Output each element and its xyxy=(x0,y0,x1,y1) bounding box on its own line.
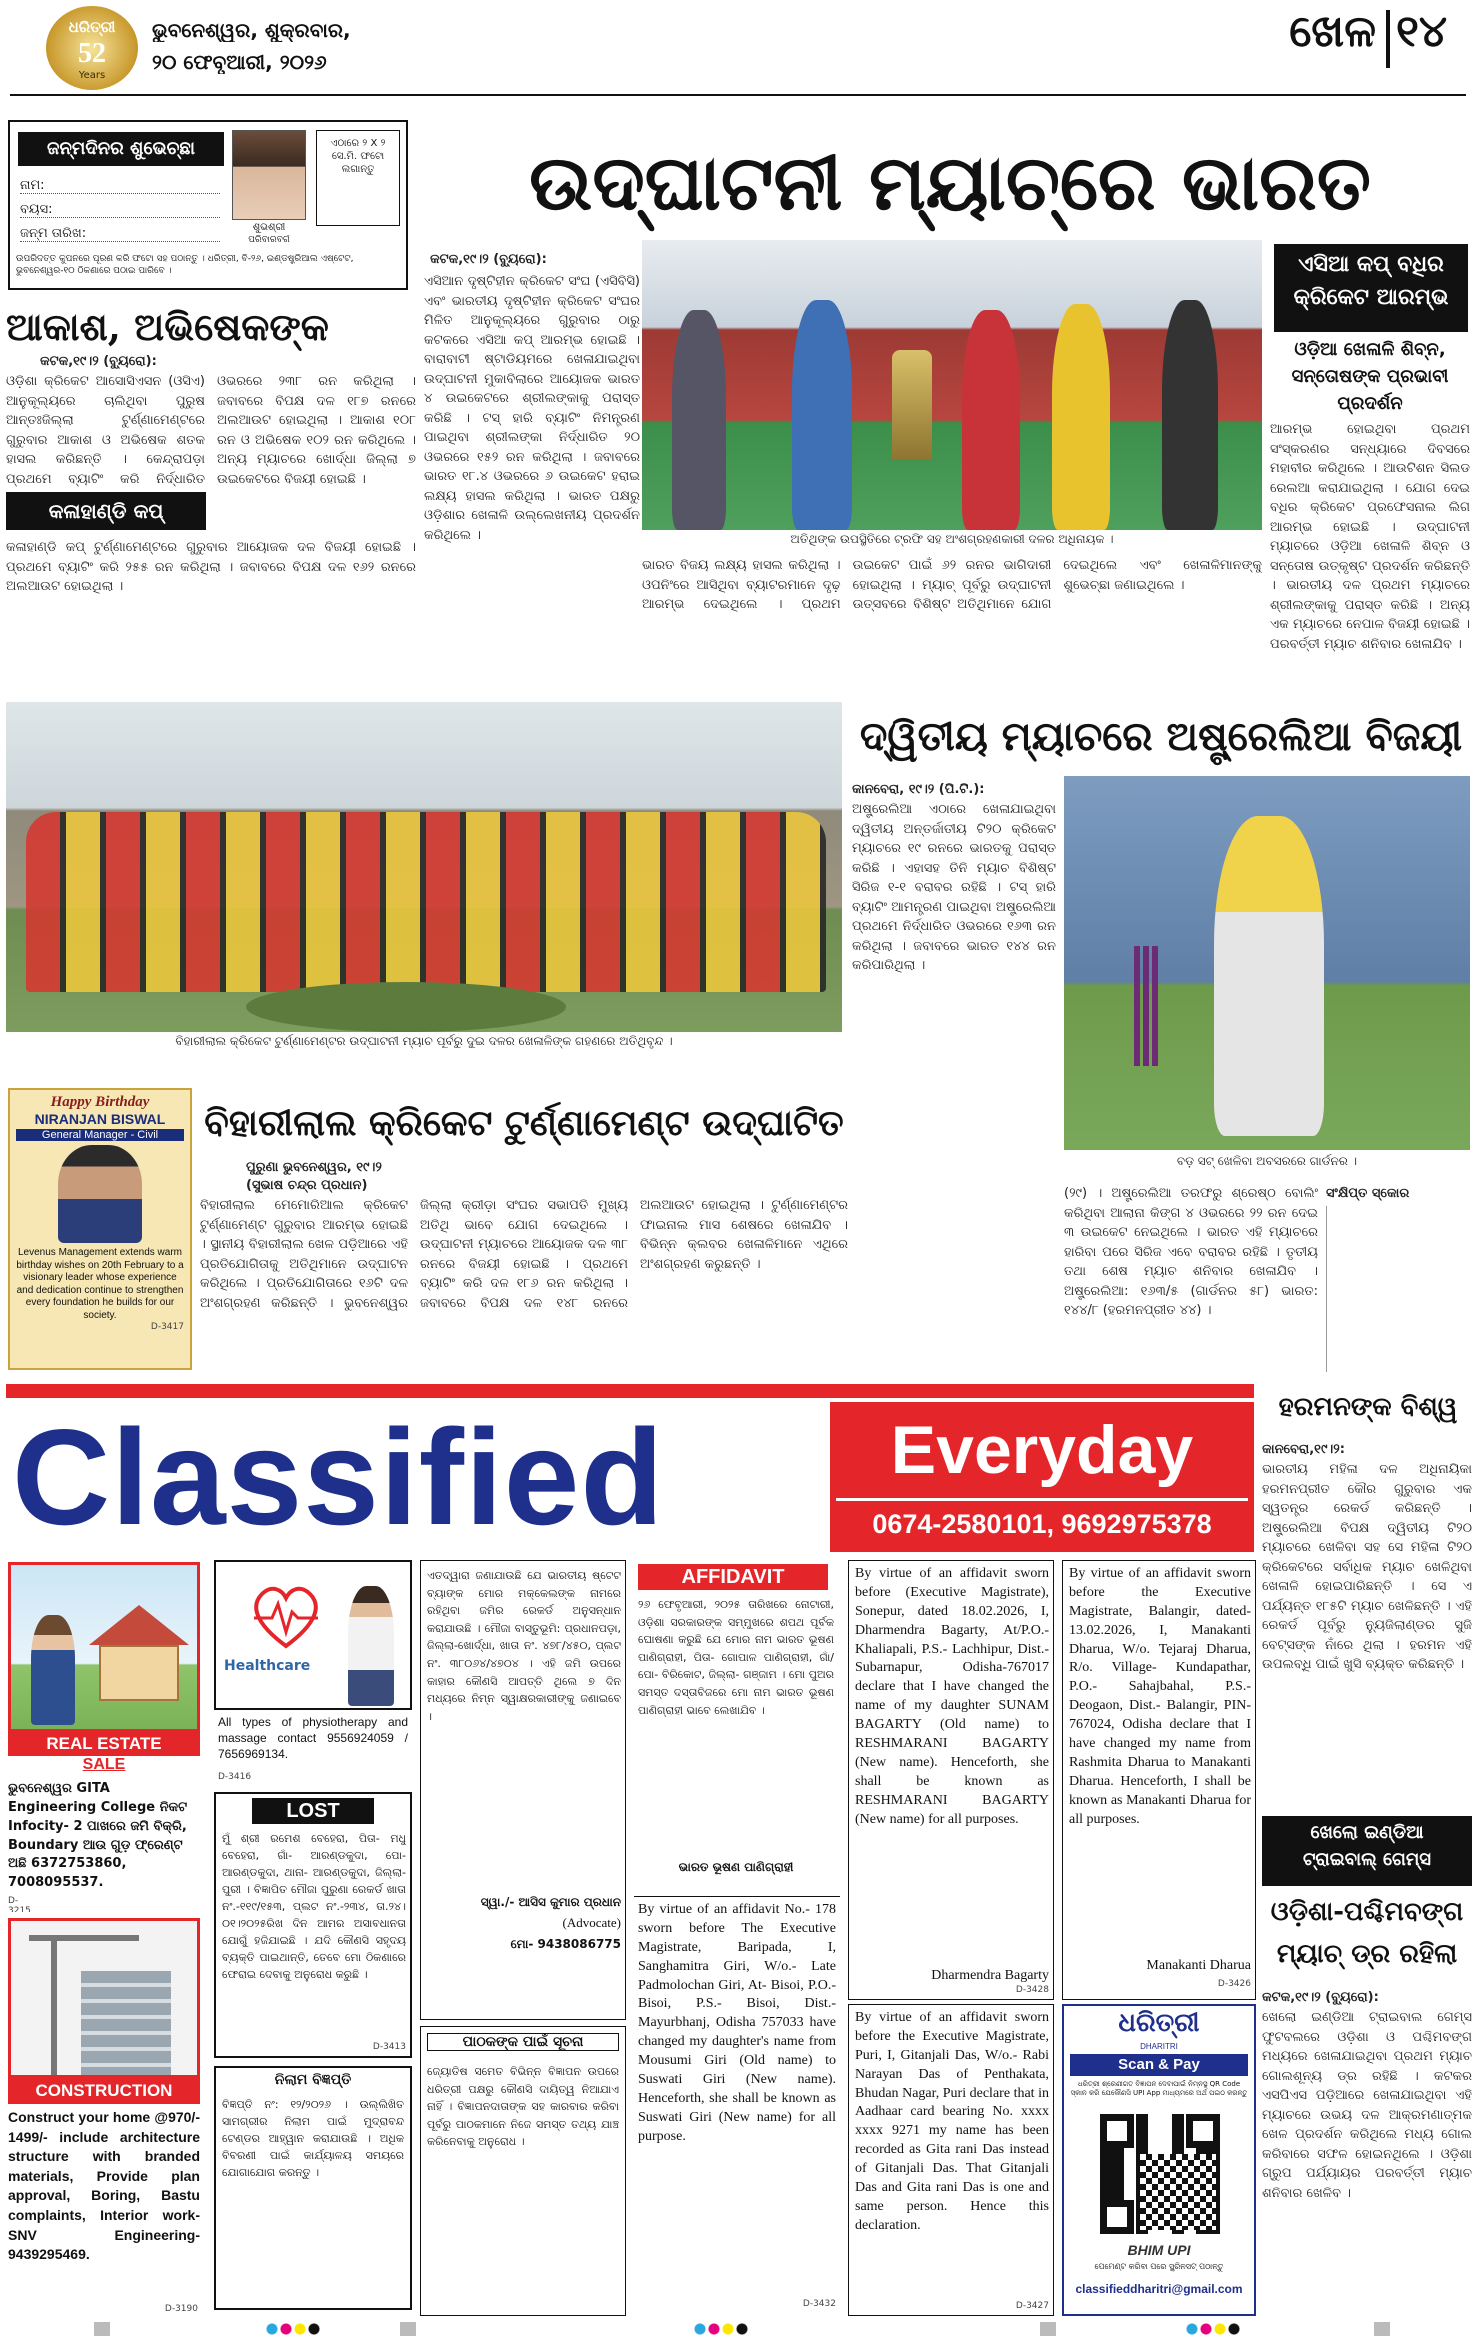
construction-tag: CONSTRUCTION xyxy=(8,2078,200,2104)
legal-notice-mobile: ମୋ- 9438086775 xyxy=(510,1937,621,1951)
stumps xyxy=(1134,946,1158,1066)
australia-scorecard-title: ସଂକ୍ଷିପ୍ତ ସ୍କୋର xyxy=(1326,1186,1410,1201)
bihari-dateline-1: ପୁରୁଣା ଭୁବନେଶ୍ୱର, ୧୯।୨ xyxy=(246,1160,382,1175)
legal-notice-body: ଏତଦ୍ୱାରା ଜଣାଯାଉଛି ଯେ ଭାରତୀୟ ଷ୍ଟେଟ ବ୍ୟାଙ୍କ ମୋର ମକ୍କେଲଙ୍କ ନାମରେ ରହିଥିବା ଜମିର ରେକର୍ଡ ଅନୁସନ୍ଧାନ କରାଯାଉଛି । ମୌଜା ବାସ୍ତୁଭୂମି: ପ୍ରଧାନପଡ଼ା, ଜିଲ୍ଲା-ଖୋର୍ଦ୍ଧା, ଖାତା ନଂ. ୪୭୮/୪୫୦, ପ୍ଲଟ ନଂ. ୩୮୦୬୪/୪୭୦୪ । ଏହି ଜମି ଉପରେ କାହାର କୌଣସି ଆପତ୍ତି ଥିଲେ ୭ ଦିନ ମଧ୍ୟରେ ନିମ୍ନ ସ୍ୱାକ୍ଷରକାରୀଙ୍କୁ ଜଣାଇବେ । xyxy=(427,1569,621,1723)
tender-title: ନିଲାମ ବିଜ୍ଞପ୍ତି xyxy=(274,2072,352,2088)
scan-pay-title: Scan & Pay xyxy=(1070,2054,1248,2076)
australia-dateline: କାନବେରା, ୧୯।୨ (ପି.ଟି.): xyxy=(852,782,985,797)
players-row xyxy=(26,812,826,992)
lost-body: ମୁଁ ଶ୍ରୀ ରମେଶ ବେହେରା, ପିତା- ମଧୁ ବେହେରା, ଗାଁ- ଆରଣ୍ଡକୁଦା, ପୋ- ଆରଣ୍ଡକୁଦା, ଥାନା- ଆରଣ୍ଡକୁଦା, ଜିଲ୍ଲା-ପୁରୀ । ବିଜ୍ଞାପିତ ମୌଜା ପୁରୁଣା ରେକର୍ଡ ଖାତା ନଂ.-୧୧୯/୧୫୩, ପ୍ଲଟ ନଂ.-୨୩୪, ତା.୨୪।୦୧।୨୦୨୫ରିଖ ଦିନ ଆମର ଅସାବଧାନତା ଯୋଗୁଁ ହଜିଯାଇଛି । ଯଦି କୌଣସି ସହୃଦୟ ବ୍ୟକ୍ତି ପାଇଥାନ୍ତି, ତେବେ ମୋ ଠିକଣାରେ ଫେରାଇ ଦେବାକୁ ଅନୁରୋଧ କରୁଛି । xyxy=(222,1832,406,1982)
real-estate-body: ଭୁବନେଶ୍ୱର GITA Engineering College ନିକଟ Infocity- 2 ପାଖରେ ଜମି ବିକ୍ରି, Boundary ଆଉ ଗୁଡ଼ ଫ୍ରେଣ୍ଟ ଅଛି 6372753860, 7008095537. xyxy=(8,1781,188,1891)
bihari-dateline-2: (ସୁଭାଷ ଚନ୍ଦ୍ର ପ୍ରଧାନ) xyxy=(246,1178,368,1193)
birthday-coupon xyxy=(8,120,408,290)
anniversary-logo xyxy=(46,6,138,90)
birthday-ad-heading: Happy Birthday xyxy=(50,1094,150,1110)
affidavit-gitanjali-code: D-3427 xyxy=(1015,2301,1049,2311)
real-estate-image xyxy=(8,1562,200,1732)
khelo-tag-line2: ଟ୍ରାଇବାଲ୍ ଗେମ୍ସ xyxy=(1302,1849,1432,1870)
coupon-footer: ଉପରିଦତ୍ତ କୁପନରେ ପୂରଣ କରି ଫଟୋ ସହ ପଠାନ୍ତୁ । ଧରିତ୍ରୀ, ବି-୨୬, ଇଣ୍ଡଷ୍ଟ୍ରିଆଲ ଏଷ୍ଟେଟ, ଭୁବନେଶ୍ୱର-୧୦ ଠିକଣାରେ ପଠାଇ ପାରିବେ । xyxy=(16,254,354,276)
everyday-word: Everyday xyxy=(890,1412,1194,1488)
bihari-body: ବିହାରୀଲାଲ ମେମୋରିଆଲ କ୍ରିକେଟ ଟୁର୍ଣ୍ଣାମେଣ୍ଟ ଗୁରୁବାର ଆରମ୍ଭ ହୋଇଛି । ସ୍ଥାନୀୟ ବିହାରୀଲାଲ ଖେଳ ପଡ଼ିଆରେ ଏହି ପ୍ରତିଯୋଗିତାକୁ ଅତିଥିମାନେ ଉଦ୍‌ଘାଟନ କରିଥିଲେ । ପ୍ରତିଯୋଗିତାରେ ୧୬ଟି ଦଳ ଅଂଶଗ୍ରହଣ କରିଛନ୍ତି । ଭୁବନେଶ୍ୱର ଜିଲ୍ଲା କ୍ରୀଡ଼ା ସଂଘର ସଭାପତି ମୁଖ୍ୟ ଅତିଥି ଭାବେ ଯୋଗ ଦେଇଥିଲେ । ଉଦ୍‌ଘାଟନୀ ମ୍ୟାଚରେ ଆୟୋଜକ ଦଳ ୩୮ ରନରେ ବିଜୟୀ ହୋଇଛି । ପ୍ରଥମେ ବ୍ୟାଟିଂ କରି ଦଳ ୧୮୬ ରନ କରିଥିଲା । ଜବାବରେ ବିପକ୍ଷ ଦଳ ୧୪୮ ରନରେ ଅଲଆଉଟ ହୋଇଥିଲା । ଟୁର୍ଣ୍ଣାମେଣ୍ଟର ଫାଇନାଲ ମାସ ଶେଷରେ ଖେଳାଯିବ । ବିଭିନ୍ନ କ୍ଲବର ଖେଳାଳିମାନେ ଏଥିରେ ଅଂଶଗ୍ରହଣ କରୁଛନ୍ତି । xyxy=(200,1198,848,1311)
lost-tag: LOST xyxy=(252,1798,374,1824)
harman-headline: ହରମନଙ୍କ ବିଶ୍ୱ xyxy=(1278,1392,1458,1422)
scan-pay-ad xyxy=(1062,2004,1256,2316)
main-photo-caption: ଅତିଥିଙ୍କ ଉପସ୍ଥିତିରେ ଟ୍ରଫି ସହ ଅଂଶଗ୍ରହଣକାରୀ ଦଳର ଅଧିନାୟକ । xyxy=(790,532,1114,546)
house-roof xyxy=(89,1605,189,1645)
batter-figure xyxy=(1214,816,1324,1136)
lost-ad xyxy=(214,1792,412,2058)
player-figure xyxy=(792,300,852,530)
affidavit-sunam-ad xyxy=(848,1560,1054,2000)
doctor-figure xyxy=(348,1586,394,1706)
centuries-body: ଓଡ଼ିଶା କ୍ରିକେଟ ଆସୋସିଏସନ (ଓସିଏ) ଆନୁକୂଲ୍ୟରେ ଚାଲିଥିବା ପୁରୁଷ ଆନ୍ତଃଜିଲ୍ଲା ଟୁର୍ଣ୍ଣାମେଣ୍ଟରେ ଗୁରୁବାର ଆକାଶ ଓ ଅଭିଷେକ ଶତକ ହାସଲ କରିଛନ୍ତି । କେନ୍ଦ୍ରାପଡ଼ା ପ୍ରଥମେ ବ୍ୟାଟିଂ କରି ନିର୍ଦ୍ଧାରିତ ଓଭରରେ ୨୩୮ ରନ କରିଥିଲା । ଜବାବରେ ବିପକ୍ଷ ଦଳ ୧୮୭ ରନରେ ଅଲଆଉଟ ହୋଇଥିଲା । ଆକାଶ ୧୦୮ ରନ ଓ ଅଭିଷେକ ୧୦୨ ରନ କରିଥିଲେ । ଅନ୍ୟ ମ୍ୟାଚରେ ଖୋର୍ଦ୍ଧା ଜିଲ୍ଲା ୭ ଉଇକେଟରେ ବିଜୟୀ ହୋଇଛି । xyxy=(6,374,416,487)
guest-figure xyxy=(1162,300,1218,530)
agent-figure xyxy=(31,1615,75,1725)
centuries-headline: ଆକାଶ, ଅଭିଷେକଙ୍କ xyxy=(6,304,329,349)
coupon-age-field: ବୟସ: xyxy=(20,202,220,218)
player-figure xyxy=(1052,304,1110,530)
asia-cup-subhead-line2: ସନ୍ତୋଷଙ୍କ ପ୍ରଭାବୀ ପ୍ରଦର୍ଶନ xyxy=(1291,366,1449,414)
cricket-pitch xyxy=(246,982,566,1032)
coupon-dob-field: ଜନ୍ମ ତାରିଖ: xyxy=(20,226,220,242)
tender-body: ବିଜ୍ଞପ୍ତି ନଂ: ୧୨/୨୦୨୬ । ଉଲ୍ଲିଖିତ ସାମଗ୍ରୀର ନିଲାମ ପାଇଁ ମୁଦ୍ରାବନ୍ଦ ଟେଣ୍ଡର ଆହ୍ୱାନ କରାଯାଉଛି । ଅଧିକ ବିବରଣୀ ପାଇଁ କାର୍ଯ୍ୟାଳୟ ସମୟରେ ଯୋଗାଯୋଗ କରନ୍ତୁ । xyxy=(222,2098,404,2180)
lost-code: D-3413 xyxy=(372,2042,406,2052)
affidavit-suswati-body: By virtue of an affidavit No.- 178 sworn before The Executive Magistrate, Baripada, I, Sanghamitra Giri, W/o.- Late Padmolochan Giri, At- Bisoi, P.O.- Bisoi, P.S.- Bisoi, Dist.- Mayurbhanj, Odisha 757033 have changed my daughter's name from Mousumi Giri (Old name) to Suswati Giri (New name). Henceforth, she shall be known as Suswati Giri (New name) for all purpose. xyxy=(638,1902,836,2144)
australia-body2: (୨୯) । ଅଷ୍ଟ୍ରେଲିଆ ତରଫରୁ ଶ୍ରେଷ୍ଠ ବୋଲିଂ କରିଥିବା ଆଲାନା କିଙ୍ଗ ୪ ଓଭରରେ ୨୨ ରନ ଦେଇ ୩ ଉଇକେଟ ନେଇଥିଲେ । ଭାରତ ଏହି ମ୍ୟାଚରେ ହାରିବା ପରେ ସିରିଜ ଏବେ ବରାବର ରହିଛି । ତୃତୀୟ ତଥା ଶେଷ ମ୍ୟାଚ ଶନିବାର ଖେଳାଯିବ । ଅଷ୍ଟ୍ରେଲିଆ: ୧୬୩/୫ (ଗାର୍ଡନର ୫୮) ଭାରତ: ୧୪୪/୮ (ହରମନପ୍ରୀତ ୪୪) । xyxy=(1064,1186,1318,1318)
birthday-ad-message: Levenus Management extends warm birthday wishes on 20th February to a visionary leader whose experience and dedication continue to strengthen every foundation he builds for our society. xyxy=(16,1247,184,1321)
construction-code: D-3190 xyxy=(164,2304,198,2314)
readers-notice-title: ପାଠକଙ୍କ ପାଇଁ ସୂଚନା xyxy=(427,2033,619,2051)
qr-code[interactable] xyxy=(1100,2114,1220,2234)
coupon-photo-size: ଏଠାରେ ୨ X ୨ ସେ.ମି. ଫଟୋ ଲଗାନ୍ତୁ xyxy=(330,138,386,175)
classified-banner xyxy=(6,1384,1254,1558)
bihari-headline: ବିହାରୀଲାଲ କ୍ରିକେଟ ଟୁର୍ଣ୍ଣାମେଣ୍ଟ ଉଦ୍‌ଘାଟିତ xyxy=(204,1102,844,1144)
sale-tag: SALE xyxy=(82,1756,126,1773)
affidavit-gitanjali-ad xyxy=(848,2004,1054,2316)
affidavit-odia-body: ୨୬ ଫେବୃଆରୀ, ୨୦୨୫ ତାରିଖରେ ନୋଟାରୀ, ଓଡ଼ିଶା ସରକାରଙ୍କ ସମ୍ମୁଖରେ ଶପଥ ପୂର୍ବକ ଘୋଷଣା କରୁଛି ଯେ ମୋର ନାମ ଭାରତ ଭୂଷଣ ପାଣିଗ୍ରାହୀ, ପିତା- ଗୋପାଳ ପାଣିଗ୍ରାହୀ, ଗାଁ/ପୋ- ବିରିକୋଟ, ଜିଲ୍ଲା- ଗଞ୍ଜାମ । ମୋ ପୁଅର ସମସ୍ତ ଦସ୍ତାବିଜରେ ମୋ ନାମ ଭାରତ ଭୂଷଣ ପାଣିଗ୍ରାହୀ ଭାବେ ଲେଖାଯିବ । xyxy=(638,1598,834,1717)
classified-top-bar xyxy=(6,1384,1254,1398)
asia-cup-subhead-line1: ଓଡ଼ିଆ ଖେଳାଳି ଶିବ୍‌ନ, xyxy=(1294,339,1446,360)
affidavit-suswati-code: D-3432 xyxy=(802,2299,836,2309)
masthead-place-date: ଭୁବନେଶ୍ୱର, ଶୁକ୍ରବାର, xyxy=(152,18,351,42)
construction-body: Construct your home @970/- 1499/- include architecture structure with branded materials, Provide plan approval, Boring, Bastu complaints, Interior work- SNV Engineering- 9439295469. xyxy=(8,2109,200,2263)
asia-cup-line1: ଏସିଆ କପ୍ ବଧିର xyxy=(1298,252,1444,277)
affidavit-sunam-code: D-3428 xyxy=(1015,1985,1049,1995)
khelo-headline xyxy=(1262,1892,1472,1984)
khelo-body: ଖେଲୋ ଇଣ୍ଡିଆ ଟ୍ରାଇବାଲ ଗେମ୍ସ ଫୁଟବଲରେ ଓଡ଼ିଶା ଓ ପଶ୍ଚିମବଙ୍ଗ ମଧ୍ୟରେ ଖେଳାଯାଇଥିବା ପ୍ରଥମ ମ୍ୟାଚ ଗୋଲଶୂନ୍ୟ ଡ୍ର ରହିଛି । କଟକର ଏସପିଏସ ପଡ଼ିଆରେ ଖେଳାଯାଇଥିବା ଏହି ମ୍ୟାଚରେ ଉଭୟ ଦଳ ଆକ୍ରମଣାତ୍ମକ ଖେଳ ପ୍ରଦର୍ଶନ କରିଥିଲେ ମଧ୍ୟ ଗୋଲ କରିବାରେ ସଫଳ ହୋଇନଥିଲେ । ଓଡ଼ିଶା ଗ୍ରୁପ ପର୍ଯ୍ୟାୟର ପରବର୍ତ୍ତୀ ମ୍ୟାଚ ଶନିବାର ଖେଳିବ । xyxy=(1262,2010,1472,2201)
affidavit-odia-signatory: ଭାରତ ଭୂଷଣ ପାଣିଗ୍ରାହୀ xyxy=(678,1860,794,1874)
healthcare-image xyxy=(214,1560,412,1710)
bhim-upi-logo: BHIM UPI xyxy=(1127,2242,1191,2258)
readers-notice-body: ଜ୍ୟୋତିଷ ସମେତ ବିଭିନ୍ନ ବିଜ୍ଞାପନ ଉପରେ ଧରିତ୍ରୀ ପକ୍ଷରୁ କୌଣସି ଦାୟିତ୍ୱ ନିଆଯାଏ ନାହିଁ । ବିଜ୍ଞାପନଦାତାଙ୍କ ସହ କାରବାର କରିବା ପୂର୍ବରୁ ପାଠକମାନେ ନିଜେ ସମସ୍ତ ତଥ୍ୟ ଯାଞ୍ଚ କରିନେବାକୁ ଅନୁରୋଧ । xyxy=(427,2065,619,2149)
khelo-headline-line1: ଓଡ଼ିଶା-ପଶ୍ଚିମବଙ୍ଗ xyxy=(1270,1897,1464,1927)
qr-modules xyxy=(1140,2154,1216,2230)
readers-notice xyxy=(420,2026,626,2316)
masthead-rule xyxy=(10,94,1466,96)
coupon-name-field: ନାମ: xyxy=(20,178,220,194)
scan-pay-note: ଧରିତ୍ରୀ ଶ୍ରେଣୀଗତ ବିଜ୍ଞାପନ ଦେବାପାଇଁ ନିମ୍ନସ୍ଥ QR Code ସ୍କାନ କରି ଯେକୌଣସି UPI App ମାଧ୍ୟମରେ ଅର୍ଥ ପଇଠ କରନ୍ତୁ xyxy=(1070,2080,1248,2098)
affidavit-gitanjali-body: By virtue of an affidavit sworn before the Executive Magistrate, Puri, I, Gitanjali Das, W/o.- Rabi Narayan Das of Penthakata, Bhudan Nagar, Puri declare that in Aadhaar card bearing No. xxxx xxxx 9271 my name has been recorded as Gita rani Das instead of Gitanjali Das. That Gitanjali Das and Gita rani Das is one and same person. Hence this declaration. xyxy=(855,2010,1049,2233)
registration-gray-block xyxy=(400,2322,416,2336)
bihari-team-photo xyxy=(6,702,842,1032)
harman-body: ଭାରତୀୟ ମହିଳା ଦଳ ଅଧିନାୟିକା ହରମନପ୍ରୀତ କୌର ଗୁରୁବାର ଏକ ସ୍ୱତନ୍ତ୍ର ରେକର୍ଡ କରିଛନ୍ତି । ଅଷ୍ଟ୍ରେଲିଆ ବିପକ୍ଷ ଦ୍ୱିତୀୟ ଟି୨୦ ମ୍ୟାଚରେ ଖେଳିବା ସହ ସେ ମହିଳା ଟି୨୦ କ୍ରିକେଟରେ ସର୍ବାଧିକ ମ୍ୟାଚ ଖେଳିଥିବା ଖେଳାଳି ହୋଇପାରିଛନ୍ତି । ସେ ଏ ପର୍ଯ୍ୟନ୍ତ ୧୮୫ଟି ମ୍ୟାଚ ଖେଳିଛନ୍ତି । ଏହି ରେକର୍ଡ ପୂର୍ବରୁ ନ୍ୟୁଜିଲାଣ୍ଡର ସୁଜି ବେଟ୍‌ସଙ୍କ ନାଁରେ ଥିଲା । ହରମନ ଏହି ଉପଲବ୍ଧି ପାଇଁ ଖୁସି ବ୍ୟକ୍ତ କରିଛନ୍ତି । xyxy=(1262,1462,1472,1672)
khelo-headline-line2: ମ୍ୟାଚ୍ ଡ୍ର ରହିଲା xyxy=(1276,1938,1458,1969)
australia-scorecard-box xyxy=(1326,1206,1472,1372)
affidavit-sunam-signatory: Dharmendra Bagarty xyxy=(931,1968,1049,1983)
affidavit-sunam-body: By virtue of an affidavit sworn before (Executive Magistrate), Sonepur, dated 18.02.2026, I, Dharmendra Bagarty, At/P.O.- Khaliapali, P.S.- Lachhipur, Dist.- Subarnapur, Odisha-767017 declare that I have changed the name of my daughter SUNAM BAGARTY (Old name) to RESHMARANI BAGARTY (New name). Henceforth, she shall be known as RESHMARANI BAGARTY (New name) for all purposes. xyxy=(855,1566,1049,1827)
guest-figure xyxy=(672,310,726,530)
everyday-box xyxy=(830,1402,1254,1552)
main-photo xyxy=(642,240,1262,530)
birthday-ad-name: NIRANJAN BISWAL xyxy=(34,1111,166,1127)
australia-photo xyxy=(1064,776,1470,1150)
heart-pulse-icon xyxy=(246,1582,326,1652)
qr-finder xyxy=(1100,2114,1134,2148)
qr-finder xyxy=(1100,2200,1134,2234)
legal-notice-ad xyxy=(420,1560,626,2020)
logo-text: ଧରିତ୍ରୀ xyxy=(68,18,116,36)
main-headline: ଉଦ୍‌ଘାଟନୀ ମ୍ୟାଚ୍‌ରେ ଭାରତ xyxy=(529,138,1371,227)
australia-body: ଅଷ୍ଟ୍ରେଲିଆ ଏଠାରେ ଖେଳାଯାଇଥିବା ଦ୍ୱିତୀୟ ଅନ୍ତର୍ଜାତୀୟ ଟି୨୦ କ୍ରିକେଟ ମ୍ୟାଚରେ ୧୯ ରନରେ ଭାରତକୁ ପରାସ୍ତ କରିଛି । ଏହାସହ ତିନି ମ୍ୟାଚ ବିଶିଷ୍ଟ ସିରିଜ ୧-୧ ବରାବର ରହିଛି । ଟସ୍ ହାରି ବ୍ୟାଟିଂ ଆମନ୍ତ୍ରଣ ପାଇଥିବା ଅଷ୍ଟ୍ରେଲିଆ ପ୍ରଥମେ ନିର୍ଦ୍ଧାରିତ ଓଭରରେ ୧୬୩ ରନ କରିଥିଲା । ଜବାବରେ ଭାରତ ୧୪୪ ରନ କରିପାରିଥିଲା । xyxy=(852,802,1056,973)
affidavit-odia-ad xyxy=(634,1560,840,1896)
asia-cup-line2: କ୍ରିକେଟ ଆରମ୍ଭ xyxy=(1293,285,1449,310)
masthead xyxy=(0,0,1476,96)
crane-tower xyxy=(51,1935,57,2075)
birthday-ad-photo xyxy=(58,1145,142,1243)
legal-notice-role: (Advocate) xyxy=(562,1915,621,1930)
birthday-ad xyxy=(8,1088,192,1370)
house-body xyxy=(99,1645,179,1701)
real-estate-tag: REAL ESTATE xyxy=(8,1732,200,1756)
section-divider xyxy=(1386,10,1390,68)
masthead-date: ୨୦ ଫେବୃଆରୀ, ୨୦୨୬ xyxy=(152,50,327,74)
kalahandi-title: କଳାହାଣ୍ଡି କପ୍ xyxy=(48,499,164,523)
coupon-sample-name: ଶୁଭଶ୍ରୀ xyxy=(252,222,286,233)
registration-dots xyxy=(1186,2323,1246,2335)
bihari-photo-caption: ବିହାରୀଲାଲ କ୍ରିକେଟ ଟୁର୍ଣ୍ଣାମେଣ୍ଟର ଉଦ୍‌ଘାଟନୀ ମ୍ୟାଚ ପୂର୍ବରୁ ଦୁଇ ଦଳର ଖେଳାଳିଙ୍କ ଗହଣରେ ଅତିଥିବୃନ୍ଦ । xyxy=(175,1034,673,1048)
coupon-sample-caption: ପରିବାରବର୍ଗ xyxy=(248,235,290,245)
construction-image xyxy=(8,1918,200,2078)
registration-dots xyxy=(266,2323,326,2335)
affidavit-manakanti-body: By virtue of an affidavit sworn before the Executive Magistrate, Balangir, dated- 13.02.2026, I, Manakanti Dharua, W/o. Tejaraj Dharua, R/o. Village- Kundapathar, P.O.- Sahajbahal, P.S.- Deogaon, Dist.- Balangir, PIN- 767024, Odisha declare that I have changed my name from Rashmita Dharua to Manakanti Dharua. Henceforth, I shall be known as Manakanti Dharua for all purposes. xyxy=(1069,1566,1251,1827)
coupon-photo-box xyxy=(316,130,400,226)
khelo-dateline: କଟକ,୧୯।୨ (ବ୍ୟୁରୋ): xyxy=(1262,1990,1379,2005)
classified-phones: 0674-2580101, 9692975378 xyxy=(836,1498,1248,1547)
real-estate-ad xyxy=(8,1562,200,1912)
tender-ad xyxy=(214,2066,412,2310)
australia-photo-caption: ବଡ଼ ସଟ୍ ଖେଳିବା ଅବସରରେ ଗାର୍ଡନର । xyxy=(1176,1154,1358,1168)
affidavit-manakanti-signatory: Manakanti Dharua xyxy=(1146,1958,1251,1973)
australia-headline: ଦ୍ୱିତୀୟ ମ୍ୟାଚରେ ଅଷ୍ଟ୍ରେଲିଆ ବିଜୟୀ xyxy=(859,713,1463,760)
harman-dateline: କାନବେରା,୧୯।୨: xyxy=(1262,1442,1345,1457)
affidavit-manakanti-ad xyxy=(1062,1560,1256,2000)
qr-finder xyxy=(1186,2114,1220,2148)
section-name: ଖେଳ xyxy=(1289,6,1376,57)
asia-cup-tag xyxy=(1274,244,1468,332)
print-registration-strip xyxy=(0,2318,1476,2339)
khelo-tag xyxy=(1262,1816,1472,1886)
crane xyxy=(29,1935,139,1941)
registration-gray-block xyxy=(94,2322,110,2336)
classified-word: Classified xyxy=(12,1402,665,1552)
registration-gray-block xyxy=(1040,2322,1056,2336)
real-estate-code: D-3215 xyxy=(8,1896,31,1912)
affidavit-manakanti-code: D-3426 xyxy=(1217,1979,1251,1989)
scan-pay-email[interactable]: classifieddharitri@gmail.com xyxy=(1075,2282,1243,2296)
asia-cup-subhead xyxy=(1270,336,1470,416)
centuries-dateline: କଟକ,୧୯।୨ (ବ୍ୟୁରୋ): xyxy=(40,354,157,369)
kalahandi-tag xyxy=(6,492,206,530)
coupon-title: ଜନ୍ମଦିନର ଶୁଭେଚ୍ଛା xyxy=(18,132,224,166)
affidavit-suswati-ad xyxy=(634,1896,840,2316)
healthcare-ad xyxy=(214,1560,412,1788)
healthcare-body: All types of physiotherapy and massage contact 9556924059 / 7656969134. xyxy=(218,1715,408,1762)
anniversary-label: Years xyxy=(78,70,106,81)
main-body: ଏସିଆନ ଦୃଷ୍ଟିହୀନ କ୍ରିକେଟ ସଂଘ (ଏସିବିସି) ଏବଂ ଭାରତୀୟ ଦୃଷ୍ଟିହୀନ କ୍ରିକେଟ ସଂଘର ମିଳିତ ଆନୁକୂଲ୍ୟରେ ଗୁରୁବାର ଠାରୁ କଟକରେ ଏସିଆ କପ୍ ଆରମ୍ଭ ହୋଇଛି । ବାରାବାଟୀ ଷ୍ଟାଡିୟମରେ ଖେଳାଯାଇଥିବା ଉଦ୍‌ଘାଟନୀ ମୁକାବିଲାରେ ଆୟୋଜକ ଭାରତ ୪ ଉଇକେଟରେ ଶ୍ରୀଲଙ୍କାକୁ ପରାସ୍ତ କରିଛି । ଟସ୍ ହାରି ବ୍ୟାଟିଂ ନିମନ୍ତ୍ରଣ ପାଇଥିବା ଶ୍ରୀଲଙ୍କା ନିର୍ଦ୍ଧାରିତ ୨୦ ଓଭରରେ ୧୫୨ ରନ କରିଥିଲା । ଜବାବରେ ଭାରତ ୧୮.୪ ଓଭରରେ ୬ ଉଇକେଟ ହରାଇ ଲକ୍ଷ୍ୟ ହାସଲ କରିଥିଲା । ଭାରତ ପକ୍ଷରୁ ଓଡ଼ିଶାର ଖେଳାଳି ଉଲ୍ଲେଖନୀୟ ପ୍ରଦର୍ଶନ କରିଥିଲେ । xyxy=(424,274,640,543)
affidavit-tag: AFFIDAVIT xyxy=(638,1564,828,1590)
registration-dots xyxy=(694,2323,754,2335)
healthcare-label: Healthcare xyxy=(224,1658,311,1674)
khelo-tag-line1: ଖେଲୋ ଇଣ୍ଡିଆ xyxy=(1310,1822,1424,1843)
birthday-ad-code: D-3417 xyxy=(150,1322,184,1332)
birthday-ad-role: General Manager - Civil xyxy=(16,1129,184,1141)
asia-cup-body: ଆରମ୍ଭ ହୋଇଥିବା ପ୍ରଥମ ସଂସ୍କରଣର ସନ୍ଧ୍ୟାରେ ଦିବସରେ ମହାବୀର କରିଥିଲେ । ଆଉଟିଶନ ସିଲଡ ରେଲଆ କରାଯାଇଥିଲା । ଯୋଗ ଦେଇ ବଧିର କ୍ରିକେଟ ପ୍ରଫେସନାଲ ଲିଗ ଆରମ୍ଭ ହୋଇଛି । ଉଦ୍‌ଘାଟନୀ ମ୍ୟାଚରେ ଓଡ଼ିଆ ଖେଳାଳି ଶିବ୍‌ନ ଓ ସନ୍ତୋଷ ଉତ୍କୃଷ୍ଟ ପ୍ରଦର୍ଶନ କରିଛନ୍ତି । ଭାରତୀୟ ଦଳ ପ୍ରଥମ ମ୍ୟାଚରେ ଶ୍ରୀଲଙ୍କାକୁ ପରାସ୍ତ କରିଛି । ଅନ୍ୟ ଏକ ମ୍ୟାଚରେ ନେପାଳ ବିଜୟୀ ହୋଇଛି । ପରବର୍ତ୍ତୀ ମ୍ୟାଚ ଶନିବାର ଖେଳାଯିବ । xyxy=(1270,422,1470,652)
registration-gray-block xyxy=(1374,2322,1390,2336)
legal-notice-signatory: ସ୍ୱା./- ଆସିସ କୁମାର ପ୍ରଧାନ xyxy=(480,1895,621,1909)
coupon-sample-photo xyxy=(232,130,306,220)
healthcare-code: D-3416 xyxy=(218,1772,252,1782)
page-number: ୧୪ xyxy=(1396,6,1448,57)
scan-pay-screenshot-note: ପେମେଣ୍ଟ କରିବା ପରେ ସ୍କ୍ରିନସଟ୍ ପଠାନ୍ତୁ xyxy=(1094,2262,1224,2271)
main-dateline: କଟକ,୧୯।୨ (ବ୍ୟୁରୋ): xyxy=(430,252,547,267)
kalahandi-body: କଳାହାଣ୍ଡି କପ୍ ଟୁର୍ଣ୍ଣାମେଣ୍ଟରେ ଗୁରୁବାର ଆୟୋଜକ ଦଳ ବିଜୟୀ ହୋଇଛି । ପ୍ରଥମେ ବ୍ୟାଟିଂ କରି ୨୫୫ ରନ କରିଥିଲା । ଜବାବରେ ବିପକ୍ଷ ଦଳ ୧୬୨ ରନରେ ଅଲଆଉଟ ହୋଇଥିଲା । xyxy=(6,540,416,594)
scan-pay-logo-sub: DHARITRI xyxy=(1140,2042,1178,2051)
main-continuation: ଭାରତ ବିଜୟ ଲକ୍ଷ୍ୟ ହାସଲ କରିଥିଲା । ଓପନିଂରେ ଆସିଥିବା ବ୍ୟାଟରମାନେ ଦୃଢ଼ ଆରମ୍ଭ ଦେଇଥିଲେ । ପ୍ରଥମ ଉଇକେଟ ପାଇଁ ୬୨ ରନର ଭାଗିଦାରୀ ହୋଇଥିଲା । ମ୍ୟାଚ୍ ପୂର୍ବରୁ ଉଦ୍‌ଘାଟନୀ ଉତ୍ସବରେ ବିଶିଷ୍ଟ ଅତିଥିମାନେ ଯୋଗ ଦେଇଥିଲେ ଏବଂ ଖେଳାଳିମାନଙ୍କୁ ଶୁଭେଚ୍ଛା ଜଣାଇଥିଲେ । xyxy=(642,558,1262,612)
trophy xyxy=(892,350,932,460)
anniversary-number: 52 xyxy=(78,38,106,69)
scan-pay-logo: ଧରିତ୍ରୀ xyxy=(1118,2008,1200,2038)
player-figure xyxy=(962,310,1020,530)
construction-ad xyxy=(8,1918,200,2318)
building xyxy=(81,1971,171,2075)
